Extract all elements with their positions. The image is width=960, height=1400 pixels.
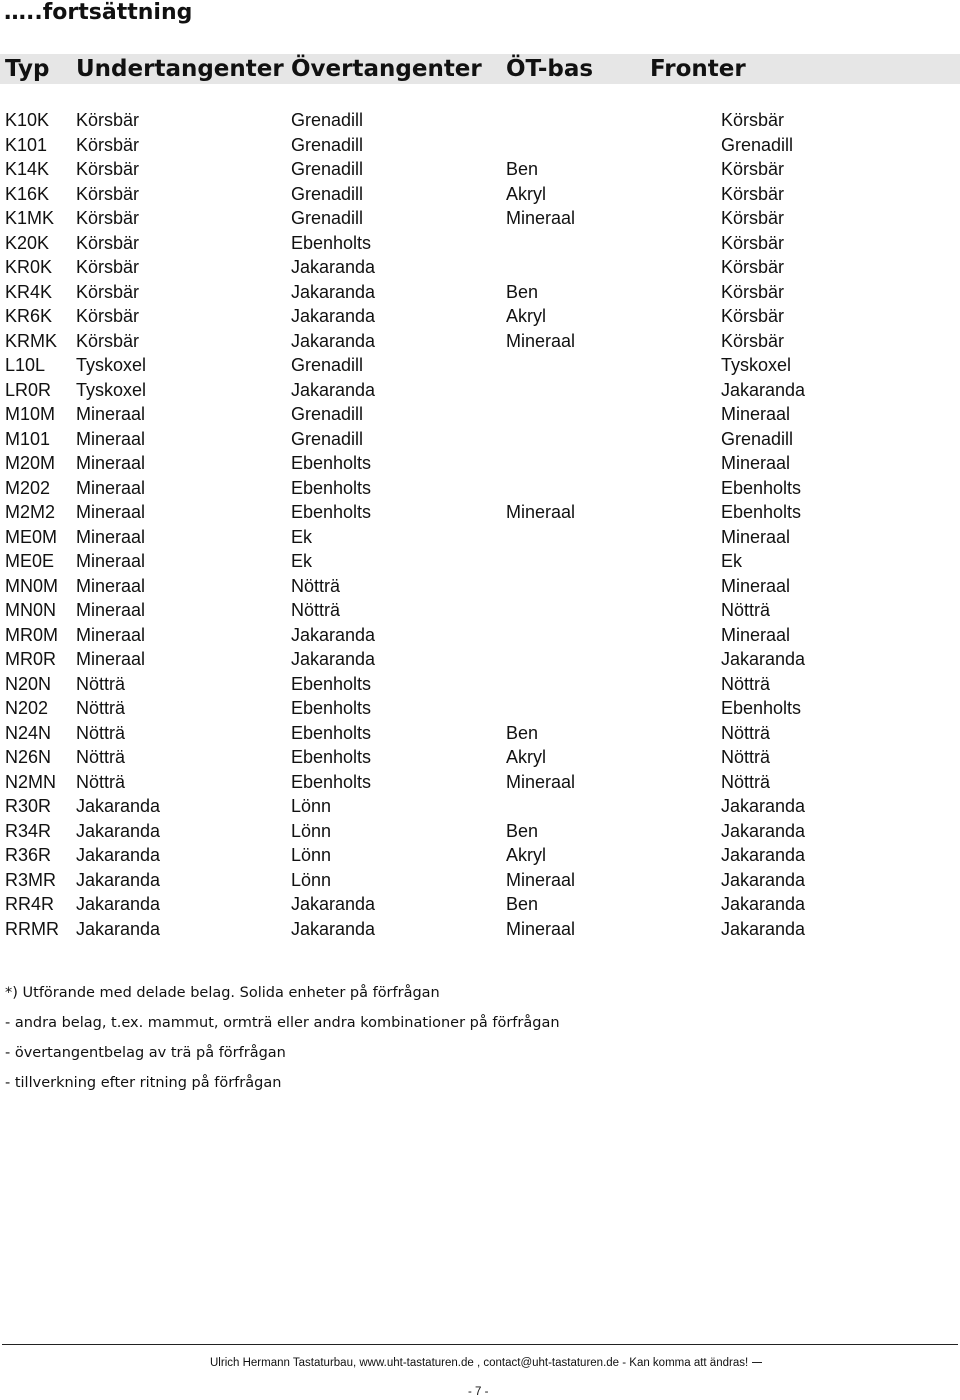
footer-rule xyxy=(2,1344,958,1345)
table-cell-undertangenter: Jakaranda xyxy=(76,845,161,865)
table-cell-typ: R30R xyxy=(5,796,52,816)
table-cell-typ: N24N xyxy=(5,722,52,743)
table-cell-undertangenter: Jakaranda xyxy=(76,820,161,841)
table-cell-typ: KRMK xyxy=(5,330,58,351)
table-cell-fronter: Jakaranda xyxy=(721,796,806,816)
table-cell-undertangenter: Körsbär xyxy=(76,281,140,302)
table-cell-undertangenter: Mineraal xyxy=(76,624,146,645)
table-cell-ot-bas: Ben xyxy=(506,894,539,914)
table-cell-fronter: Mineraal xyxy=(721,624,791,645)
table-cell-ot-bas: Ben xyxy=(506,722,539,743)
table-cell-typ: K20K xyxy=(5,232,50,253)
table-cell-undertangenter: Nötträ xyxy=(76,771,126,792)
table-cell-overtangenter: Grenadill xyxy=(291,134,364,155)
table-cell-ot-bas: Mineraal xyxy=(506,502,576,522)
table-cell-typ: M2M2 xyxy=(5,502,56,522)
table-cell-ot-bas: Ben xyxy=(506,159,539,179)
table-cell-typ: R3MR xyxy=(5,869,57,890)
table-cell-overtangenter: Ek xyxy=(291,526,313,547)
table-row xyxy=(0,598,960,623)
notes-section xyxy=(5,978,560,1098)
note-overtangentbelag: - övertangentbelag av trä på förfrågan xyxy=(5,1045,286,1061)
table-cell-ot-bas: Mineraal xyxy=(506,208,576,228)
table-cell-typ: K1MK xyxy=(5,208,55,228)
table-cell-overtangenter: Ebenholts xyxy=(291,453,372,473)
table-cell-fronter: Ebenholts xyxy=(721,477,802,498)
table-row xyxy=(0,255,960,280)
footer-line xyxy=(210,1357,762,1369)
table-row xyxy=(0,672,960,697)
table-cell-typ: M10M xyxy=(5,404,56,424)
page-title: …..fortsättning xyxy=(4,0,193,25)
table-cell-typ: N2MN xyxy=(5,771,57,792)
table-cell-overtangenter: Lönn xyxy=(291,820,332,841)
table-cell-ot-bas: Akryl xyxy=(506,306,546,326)
table-cell-typ: RRMR xyxy=(5,918,59,939)
table-row xyxy=(0,280,960,305)
table-cell-fronter: Jakaranda xyxy=(721,379,806,400)
table-cell-fronter: Nötträ xyxy=(721,747,771,767)
table-row xyxy=(0,794,960,819)
table-row xyxy=(0,745,960,770)
table-cell-fronter: Nötträ xyxy=(721,600,771,620)
table-row xyxy=(0,525,960,550)
table-cell-typ: LR0R xyxy=(5,379,52,400)
table-cell-undertangenter: Körsbär xyxy=(76,159,140,179)
table-cell-undertangenter: Mineraal xyxy=(76,453,146,473)
table-row xyxy=(0,819,960,844)
table-row xyxy=(0,574,960,599)
table-cell-fronter: Nötträ xyxy=(721,771,771,792)
table-cell-overtangenter: Grenadill xyxy=(291,110,364,130)
table-row xyxy=(0,402,960,427)
table-cell-undertangenter: Mineraal xyxy=(76,477,146,498)
table-cell-overtangenter: Jakaranda xyxy=(291,330,376,351)
table-cell-fronter: Jakaranda xyxy=(721,845,806,865)
table-cell-overtangenter: Jakaranda xyxy=(291,257,376,277)
table-cell-ot-bas: Akryl xyxy=(506,183,546,204)
table-row xyxy=(0,696,960,721)
table-cell-overtangenter: Lönn xyxy=(291,845,332,865)
table-cell-fronter: Jakaranda xyxy=(721,649,806,669)
table-cell-typ: MR0M xyxy=(5,624,58,645)
table-cell-fronter: Nötträ xyxy=(721,722,771,743)
note-delade-belag: *) Utförande med delade belag. Solida enheter på förfrågan xyxy=(5,985,440,1001)
table-header-ot-bas: ÖT-bas xyxy=(506,56,594,82)
table-cell-overtangenter: Ebenholts xyxy=(291,747,372,767)
table-row xyxy=(0,917,960,942)
table-cell-typ: MR0R xyxy=(5,649,57,669)
table-cell-fronter: Jakaranda xyxy=(721,894,806,914)
table-cell-undertangenter: Mineraal xyxy=(76,526,146,547)
table-cell-overtangenter: Jakaranda xyxy=(291,379,376,400)
table-cell-typ: ME0M xyxy=(5,526,58,547)
table-cell-overtangenter: Ebenholts xyxy=(291,232,372,253)
table-cell-undertangenter: Jakaranda xyxy=(76,894,161,914)
table-row xyxy=(0,206,960,231)
table-row xyxy=(0,427,960,452)
table-cell-fronter: Grenadill xyxy=(721,428,794,449)
table-cell-typ: RR4R xyxy=(5,894,55,914)
table-cell-typ: K101 xyxy=(5,134,48,155)
table-row xyxy=(0,133,960,158)
table-cell-fronter: Jakaranda xyxy=(721,869,806,890)
table-row xyxy=(0,549,960,574)
footer-dash xyxy=(752,1362,762,1363)
table-cell-ot-bas: Ben xyxy=(506,820,539,841)
table-cell-typ: M101 xyxy=(5,428,51,449)
table-row xyxy=(0,231,960,256)
page-number: - 7 - xyxy=(468,1386,489,1398)
table-cell-ot-bas: Mineraal xyxy=(506,330,576,351)
table-cell-undertangenter: Mineraal xyxy=(76,404,146,424)
note-tillverkning: - tillverkning efter ritning på förfrågan xyxy=(5,1075,282,1091)
table-cell-typ: K16K xyxy=(5,183,50,204)
table-row xyxy=(0,108,960,133)
table-cell-fronter: Jakaranda xyxy=(721,918,806,939)
table-cell-undertangenter: Körsbär xyxy=(76,134,140,155)
table-cell-typ: M20M xyxy=(5,453,56,473)
table-cell-overtangenter: Ebenholts xyxy=(291,698,372,718)
table-cell-ot-bas: Mineraal xyxy=(506,918,576,939)
table-cell-overtangenter: Nötträ xyxy=(291,575,341,596)
table-cell-fronter: Körsbär xyxy=(721,257,785,277)
table-cell-typ: MN0M xyxy=(5,575,58,596)
footer-text: Ulrich Hermann Tastaturbau, www.uht-tastaturen.de , contact@uht-tastaturen.de - Kan komma att ändras! xyxy=(210,1357,749,1369)
table-cell-typ: KR4K xyxy=(5,281,53,302)
table-cell-undertangenter: Mineraal xyxy=(76,428,146,449)
table-cell-typ: K10K xyxy=(5,110,50,130)
table-cell-fronter: Nötträ xyxy=(721,673,771,694)
table-cell-overtangenter: Grenadill xyxy=(291,404,364,424)
table-cell-typ: R36R xyxy=(5,845,52,865)
table-cell-undertangenter: Nötträ xyxy=(76,698,126,718)
table-cell-undertangenter: Mineraal xyxy=(76,551,146,571)
table-cell-overtangenter: Jakaranda xyxy=(291,894,376,914)
table-cell-undertangenter: Körsbär xyxy=(76,183,140,204)
table-cell-overtangenter: Grenadill xyxy=(291,428,364,449)
table-cell-undertangenter: Mineraal xyxy=(76,502,146,522)
table-row xyxy=(0,182,960,207)
table-cell-typ: KR0K xyxy=(5,257,53,277)
table-cell-ot-bas: Ben xyxy=(506,281,539,302)
table-cell-undertangenter: Körsbär xyxy=(76,110,140,130)
table-cell-fronter: Grenadill xyxy=(721,134,794,155)
table-row xyxy=(0,623,960,648)
table-row xyxy=(0,451,960,476)
table-row xyxy=(0,647,960,672)
table-cell-typ: M202 xyxy=(5,477,51,498)
table-cell-undertangenter: Jakaranda xyxy=(76,869,161,890)
table-cell-overtangenter: Lönn xyxy=(291,869,332,890)
table-cell-undertangenter: Mineraal xyxy=(76,600,146,620)
table-cell-fronter: Jakaranda xyxy=(721,820,806,841)
table-cell-undertangenter: Jakaranda xyxy=(76,918,161,939)
table-cell-fronter: Mineraal xyxy=(721,575,791,596)
table-cell-undertangenter: Nötträ xyxy=(76,673,126,694)
table-cell-overtangenter: Lönn xyxy=(291,796,332,816)
table-cell-overtangenter: Jakaranda xyxy=(291,624,376,645)
table-header-overtangenter: Övertangenter xyxy=(291,56,482,82)
table-cell-typ: N20N xyxy=(5,673,52,694)
table-cell-typ: N26N xyxy=(5,747,52,767)
table-row xyxy=(0,770,960,795)
table-cell-fronter: Ebenholts xyxy=(721,502,802,522)
table-cell-overtangenter: Jakaranda xyxy=(291,306,376,326)
table-cell-undertangenter: Körsbär xyxy=(76,306,140,326)
table-header-undertangenter: Undertangenter xyxy=(76,56,284,82)
table-cell-undertangenter: Nötträ xyxy=(76,747,126,767)
table-row xyxy=(0,157,960,182)
table-cell-undertangenter: Jakaranda xyxy=(76,796,161,816)
table-cell-typ: L10L xyxy=(5,355,46,375)
table-row xyxy=(0,721,960,746)
table-cell-undertangenter: Mineraal xyxy=(76,649,146,669)
table-cell-typ: R34R xyxy=(5,820,52,841)
table-cell-undertangenter: Körsbär xyxy=(76,257,140,277)
table-cell-fronter: Körsbär xyxy=(721,330,785,351)
table-cell-overtangenter: Grenadill xyxy=(291,208,364,228)
table-cell-fronter: Körsbär xyxy=(721,208,785,228)
table-cell-overtangenter: Jakaranda xyxy=(291,281,376,302)
table-cell-fronter: Körsbär xyxy=(721,183,785,204)
table-cell-fronter: Ek xyxy=(721,551,743,571)
table-header-typ: Typ xyxy=(5,56,50,82)
table-row xyxy=(0,476,960,501)
table-cell-typ: N202 xyxy=(5,698,49,718)
table-cell-fronter: Mineraal xyxy=(721,526,791,547)
table-cell-overtangenter: Ek xyxy=(291,551,313,571)
table-cell-fronter: Tyskoxel xyxy=(721,355,792,375)
table-cell-undertangenter: Körsbär xyxy=(76,330,140,351)
table-cell-typ: ME0E xyxy=(5,551,55,571)
table-cell-overtangenter: Jakaranda xyxy=(291,918,376,939)
table-cell-overtangenter: Jakaranda xyxy=(291,649,376,669)
table-cell-fronter: Körsbär xyxy=(721,306,785,326)
note-andra-belag: - andra belag, t.ex. mammut, ormträ eller andra kombinationer på förfrågan xyxy=(5,1015,560,1031)
table-cell-ot-bas: Akryl xyxy=(506,747,546,767)
table-cell-fronter: Körsbär xyxy=(721,159,785,179)
table-cell-overtangenter: Grenadill xyxy=(291,355,364,375)
table-row xyxy=(0,868,960,893)
table-cell-fronter: Körsbär xyxy=(721,110,785,130)
table-header-fronter: Fronter xyxy=(650,56,746,82)
table-cell-overtangenter: Grenadill xyxy=(291,159,364,179)
table-cell-ot-bas: Akryl xyxy=(506,845,546,865)
table-row xyxy=(0,892,960,917)
table-cell-typ: KR6K xyxy=(5,306,53,326)
table-row xyxy=(0,500,960,525)
table-row xyxy=(0,353,960,378)
table-cell-fronter: Mineraal xyxy=(721,453,791,473)
table-cell-overtangenter: Grenadill xyxy=(291,183,364,204)
table-row xyxy=(0,329,960,354)
table-cell-undertangenter: Nötträ xyxy=(76,722,126,743)
table-row xyxy=(0,304,960,329)
table-cell-typ: MN0N xyxy=(5,600,57,620)
table-cell-undertangenter: Tyskoxel xyxy=(76,379,147,400)
table-cell-fronter: Ebenholts xyxy=(721,698,802,718)
table-cell-ot-bas: Mineraal xyxy=(506,869,576,890)
table-cell-undertangenter: Körsbär xyxy=(76,208,140,228)
table-cell-fronter: Körsbär xyxy=(721,281,785,302)
table-cell-overtangenter: Ebenholts xyxy=(291,502,372,522)
table-row xyxy=(0,843,960,868)
table-cell-overtangenter: Ebenholts xyxy=(291,722,372,743)
table-row xyxy=(0,378,960,403)
table-cell-fronter: Körsbär xyxy=(721,232,785,253)
table-cell-overtangenter: Ebenholts xyxy=(291,673,372,694)
table-cell-fronter: Mineraal xyxy=(721,404,791,424)
table-cell-undertangenter: Tyskoxel xyxy=(76,355,147,375)
table-cell-overtangenter: Ebenholts xyxy=(291,771,372,792)
table-cell-undertangenter: Mineraal xyxy=(76,575,146,596)
table-cell-undertangenter: Körsbär xyxy=(76,232,140,253)
table-cell-overtangenter: Ebenholts xyxy=(291,477,372,498)
table-cell-typ: K14K xyxy=(5,159,50,179)
table-cell-overtangenter: Nötträ xyxy=(291,600,341,620)
table-body xyxy=(0,108,960,941)
table-cell-ot-bas: Mineraal xyxy=(506,771,576,792)
